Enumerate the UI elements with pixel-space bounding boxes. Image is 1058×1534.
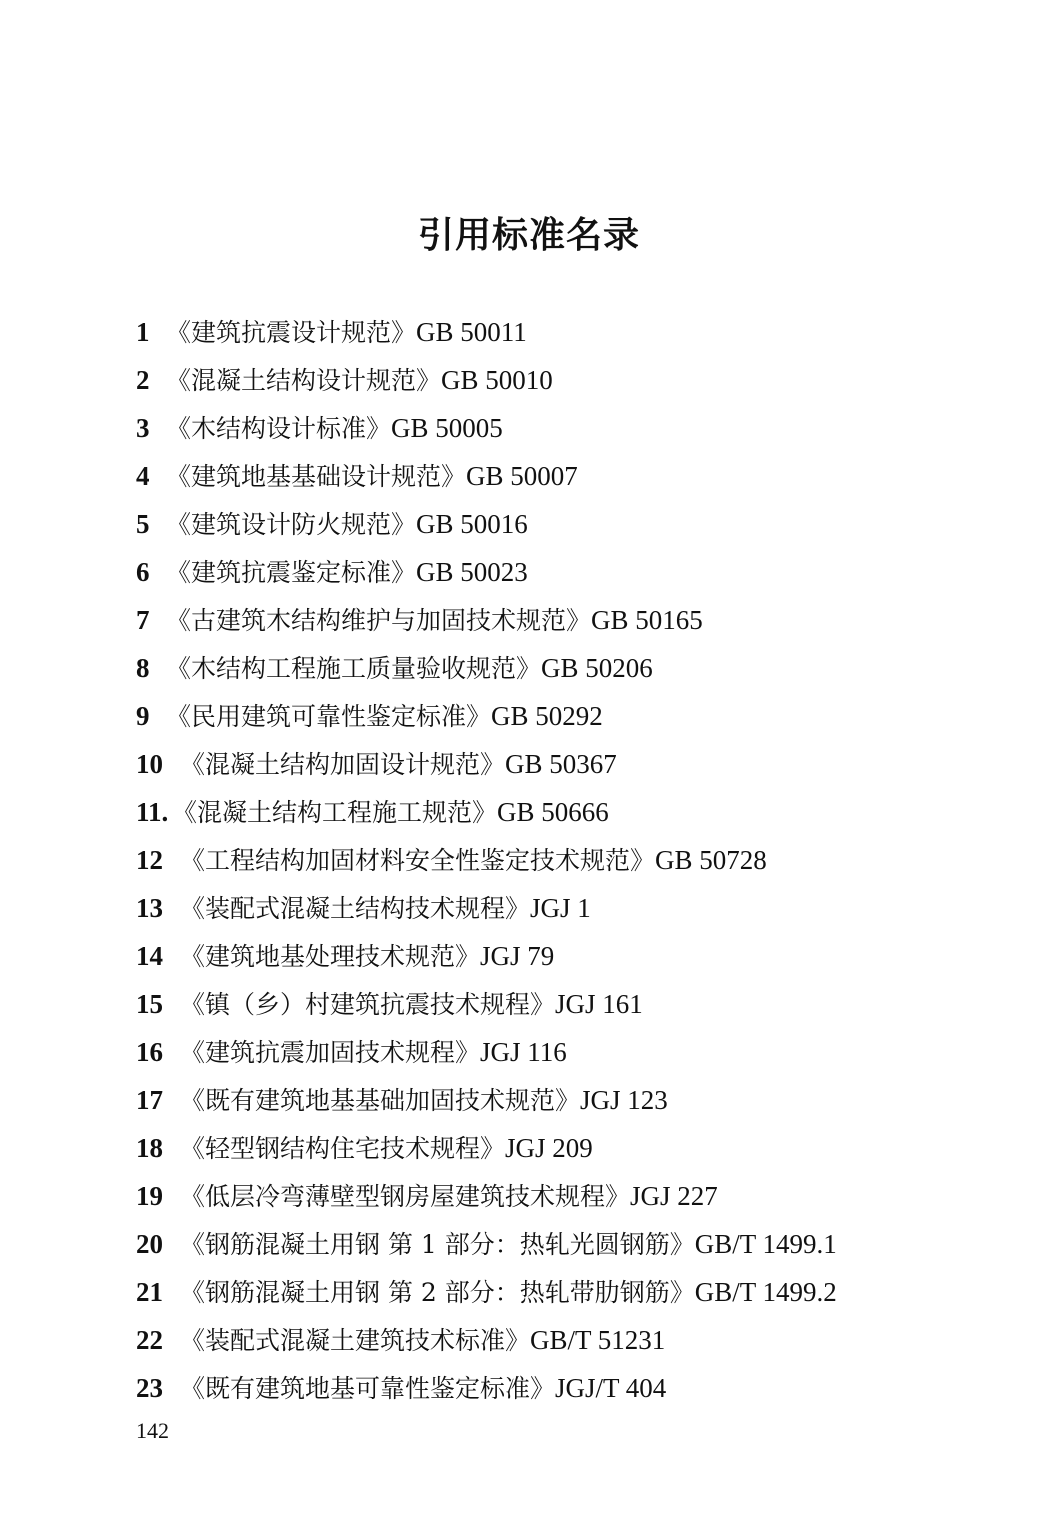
reference-code: GB 50728 — [655, 845, 767, 875]
reference-number: 1 — [136, 317, 150, 347]
reference-title: 《钢筋混凝土用钢 第 1 部分：热轧光圆钢筋》 — [180, 1230, 695, 1259]
reference-item — [136, 596, 837, 644]
reference-number: 8 — [136, 653, 150, 683]
reference-title: 《工程结构加固材料安全性鉴定技术规范》 — [180, 846, 656, 875]
reference-number: 4 — [136, 461, 150, 491]
reference-item — [136, 1172, 837, 1220]
reference-number: 16 — [136, 1037, 163, 1067]
reference-code: JGJ/T 404 — [555, 1373, 667, 1403]
reference-item — [136, 788, 837, 836]
reference-item — [136, 1076, 837, 1124]
reference-number: 17 — [136, 1085, 163, 1115]
reference-number: 5 — [136, 509, 150, 539]
reference-code: GB 50292 — [491, 701, 603, 731]
reference-code: GB 50016 — [416, 509, 528, 539]
reference-list — [136, 308, 837, 1412]
reference-title: 《建筑地基处理技术规范》 — [180, 942, 481, 971]
reference-number: 22 — [136, 1325, 163, 1355]
reference-number: 15 — [136, 989, 163, 1019]
reference-title: 《建筑抗震设计规范》 — [166, 318, 417, 347]
reference-title: 《既有建筑地基可靠性鉴定标准》 — [180, 1374, 556, 1403]
page-number: 142 — [136, 1418, 169, 1443]
reference-item — [136, 548, 837, 596]
reference-number: 7 — [136, 605, 150, 635]
reference-number: 10 — [136, 749, 163, 779]
reference-item — [136, 692, 837, 740]
reference-title: 《建筑抗震加固技术规程》 — [180, 1038, 481, 1067]
reference-item — [136, 500, 837, 548]
reference-title: 《木结构设计标准》 — [166, 414, 392, 443]
reference-item — [136, 1364, 837, 1412]
reference-code: GB 50666 — [497, 797, 609, 827]
reference-item — [136, 836, 837, 884]
reference-title: 《镇（乡）村建筑抗震技术规程》 — [180, 990, 556, 1019]
reference-code: GB 50023 — [416, 557, 528, 587]
reference-title: 《混凝土结构设计规范》 — [166, 366, 442, 395]
reference-code: JGJ 209 — [505, 1133, 593, 1163]
reference-number: 3 — [136, 413, 150, 443]
reference-code: GB 50007 — [466, 461, 578, 491]
reference-number: 6 — [136, 557, 150, 587]
reference-code: GB/T 51231 — [530, 1325, 666, 1355]
reference-item — [136, 1316, 837, 1364]
reference-number: 18 — [136, 1133, 163, 1163]
reference-title: 《建筑地基基础设计规范》 — [166, 462, 467, 491]
reference-title: 《混凝土结构加固设计规范》 — [180, 750, 506, 779]
reference-title: 《装配式混凝土建筑技术标准》 — [180, 1326, 531, 1355]
reference-number: 11. — [136, 797, 169, 827]
reference-title: 《既有建筑地基基础加固技术规范》 — [180, 1086, 581, 1115]
page-title: 引用标准名录 — [417, 215, 640, 256]
reference-number: 14 — [136, 941, 163, 971]
reference-item — [136, 1268, 837, 1316]
reference-code: JGJ 227 — [630, 1181, 718, 1211]
reference-item — [136, 404, 837, 452]
reference-item — [136, 740, 837, 788]
reference-title: 《装配式混凝土结构技术规程》 — [180, 894, 531, 923]
reference-title: 《低层冷弯薄壁型钢房屋建筑技术规程》 — [180, 1182, 631, 1211]
reference-title: 《古建筑木结构维护与加固技术规范》 — [166, 606, 592, 635]
reference-code: JGJ 123 — [580, 1085, 668, 1115]
reference-title: 《混凝土结构工程施工规范》 — [172, 798, 498, 827]
reference-title: 《建筑抗震鉴定标准》 — [166, 558, 417, 587]
reference-number: 2 — [136, 365, 150, 395]
reference-title: 《建筑设计防火规范》 — [166, 510, 417, 539]
reference-code: GB 50367 — [505, 749, 617, 779]
reference-number: 12 — [136, 845, 163, 875]
reference-title: 《轻型钢结构住宅技术规程》 — [180, 1134, 506, 1163]
reference-code: GB 50005 — [391, 413, 503, 443]
reference-item — [136, 980, 837, 1028]
reference-code: GB/T 1499.2 — [694, 1277, 837, 1307]
reference-number: 9 — [136, 701, 150, 731]
reference-item — [136, 644, 837, 692]
reference-title: 《钢筋混凝土用钢 第 2 部分：热轧带肋钢筋》 — [180, 1278, 695, 1307]
reference-number: 19 — [136, 1181, 163, 1211]
reference-item — [136, 452, 837, 500]
reference-item — [136, 932, 837, 980]
reference-item — [136, 308, 837, 356]
reference-item — [136, 1220, 837, 1268]
reference-item — [136, 884, 837, 932]
reference-item — [136, 1124, 837, 1172]
reference-code: JGJ 1 — [530, 893, 591, 923]
reference-code: GB 50206 — [541, 653, 653, 683]
reference-number: 23 — [136, 1373, 163, 1403]
reference-title: 《木结构工程施工质量验收规范》 — [166, 654, 542, 683]
reference-code: JGJ 79 — [480, 941, 555, 971]
reference-code: GB 50165 — [591, 605, 703, 635]
reference-item — [136, 1028, 837, 1076]
reference-number: 21 — [136, 1277, 163, 1307]
reference-code: GB 50010 — [441, 365, 553, 395]
reference-title: 《民用建筑可靠性鉴定标准》 — [166, 702, 492, 731]
reference-code: JGJ 116 — [480, 1037, 567, 1067]
reference-code: JGJ 161 — [555, 989, 643, 1019]
reference-number: 20 — [136, 1229, 163, 1259]
reference-code: GB 50011 — [416, 317, 527, 347]
reference-number: 13 — [136, 893, 163, 923]
reference-code: GB/T 1499.1 — [694, 1229, 837, 1259]
reference-item — [136, 356, 837, 404]
